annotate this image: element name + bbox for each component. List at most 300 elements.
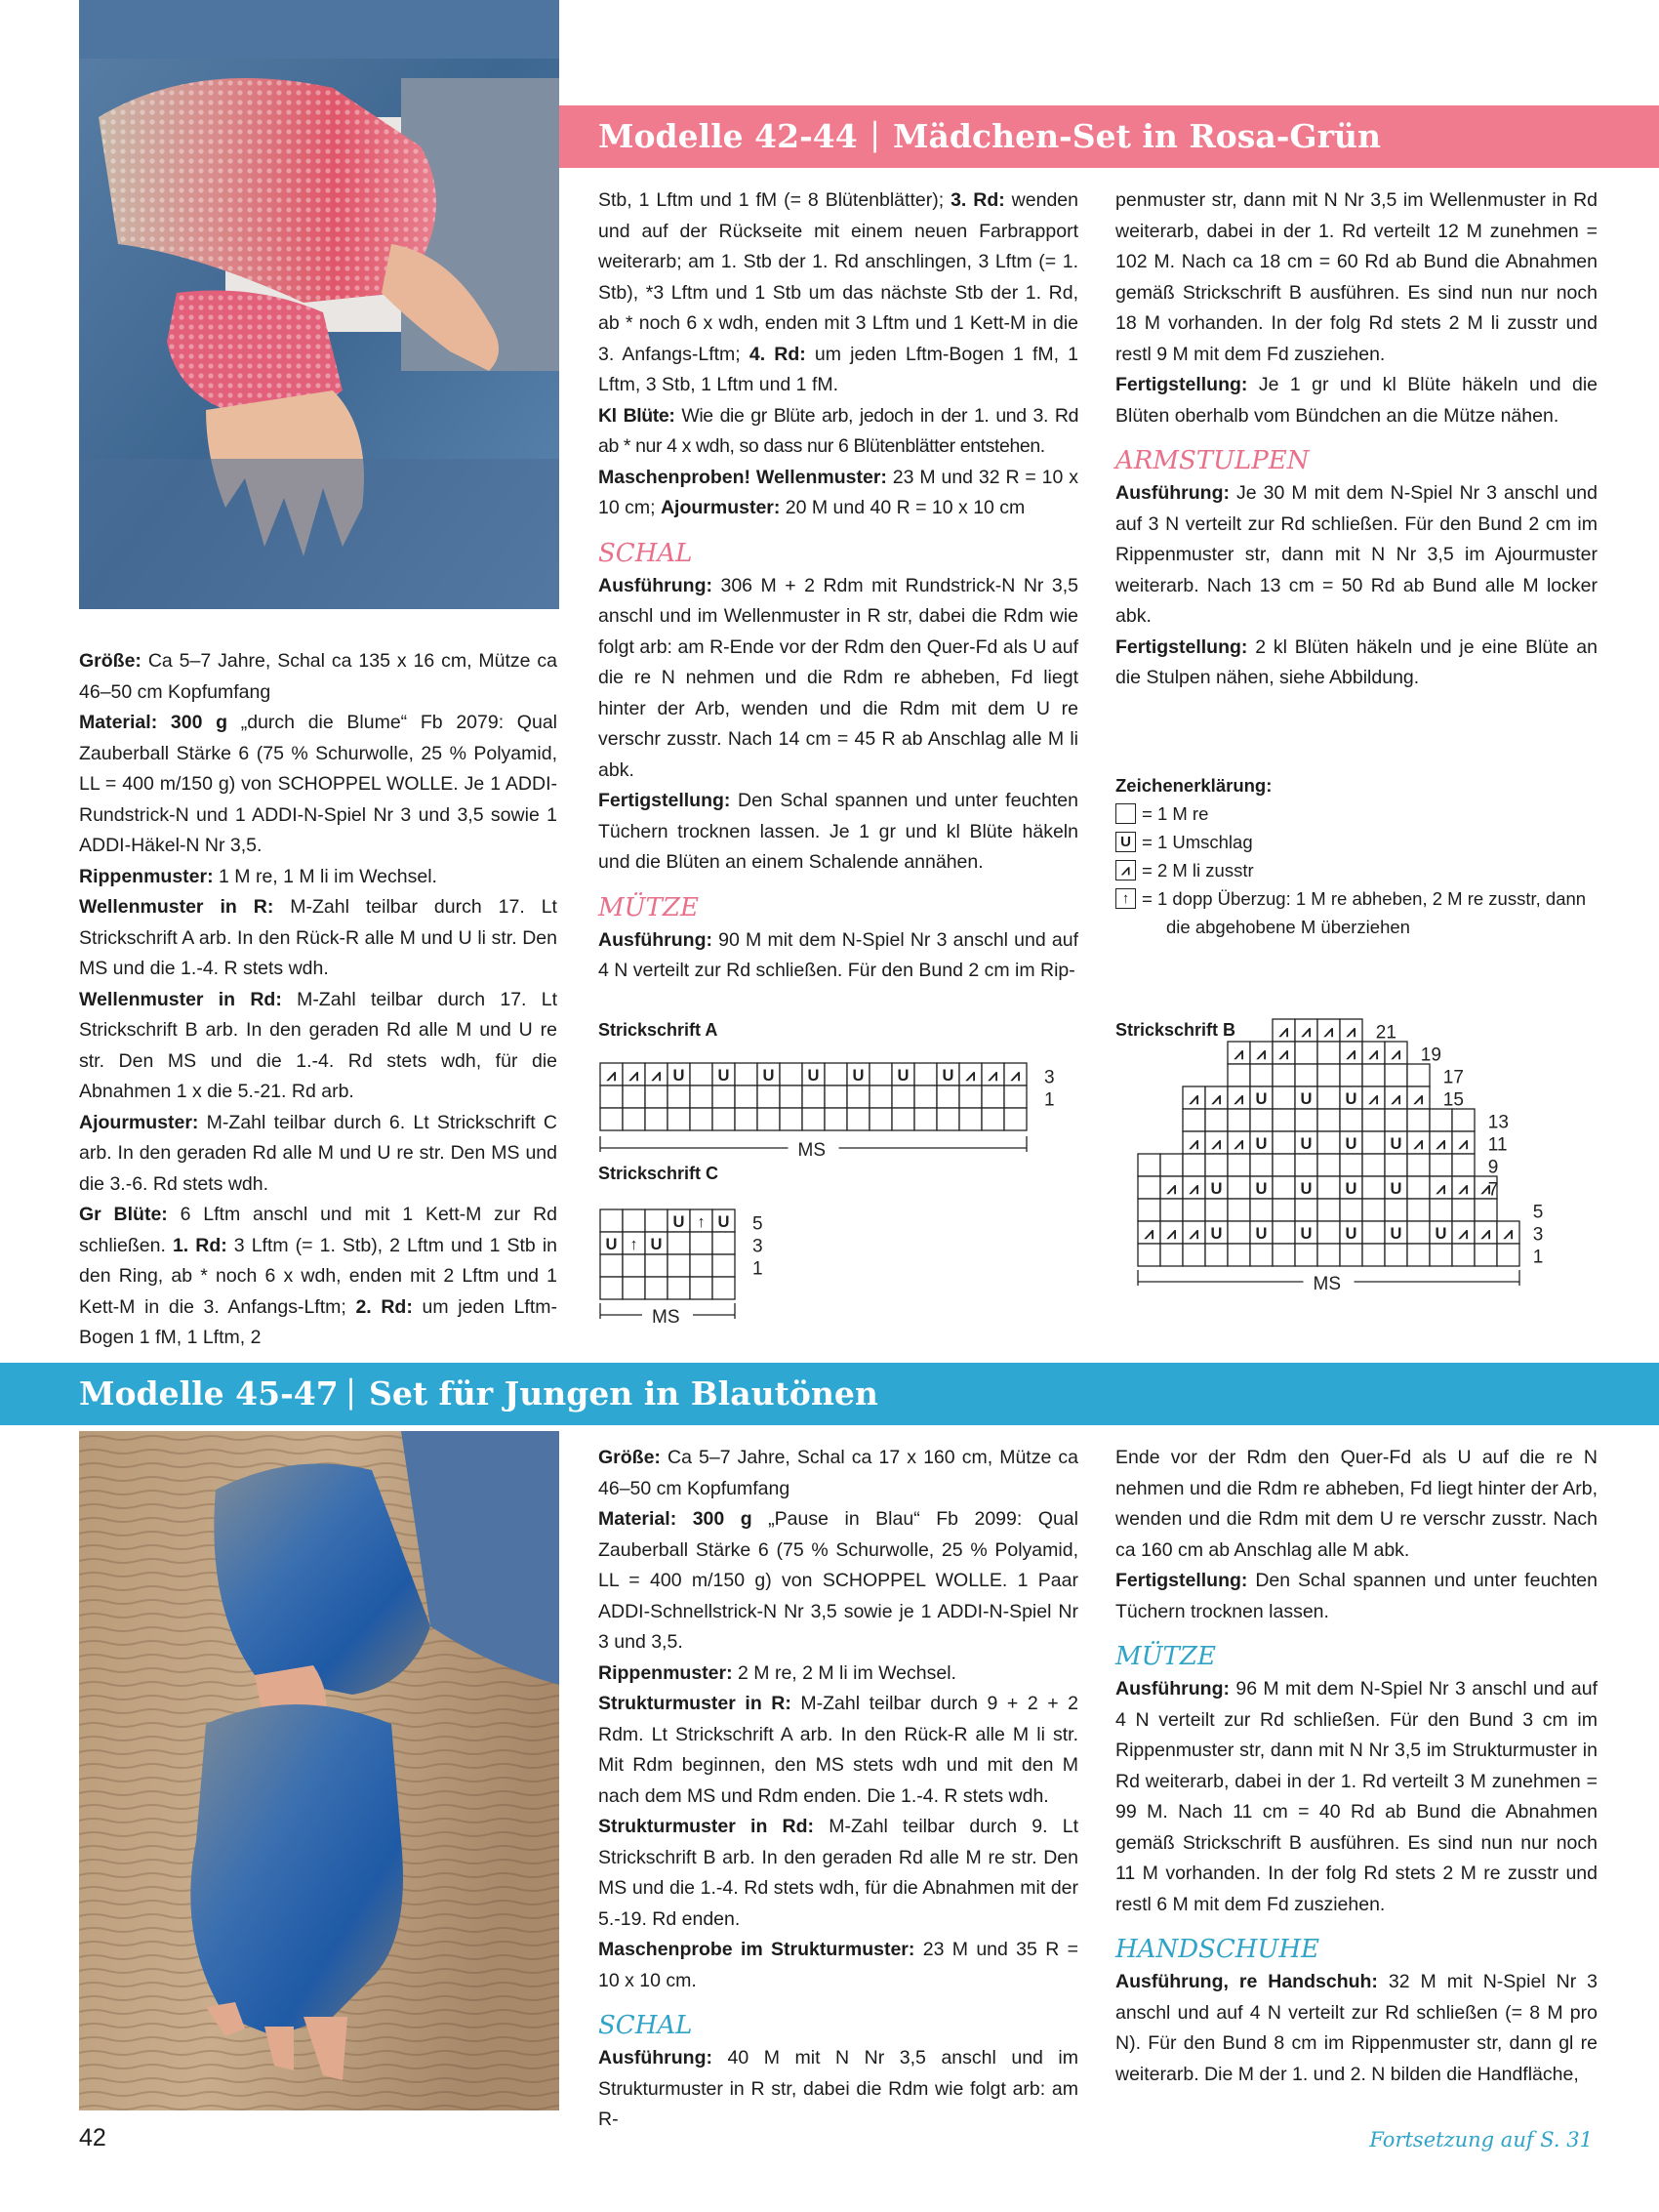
chart-b-cell bbox=[1385, 1199, 1407, 1221]
chart-b-cell bbox=[1205, 1154, 1228, 1176]
set1-schal-finish-label: Fertigstellung: bbox=[598, 790, 731, 811]
chart-a-cell bbox=[825, 1063, 847, 1086]
chart-b-cell bbox=[1407, 1154, 1430, 1176]
chart-b-cell-symbol: ⩘ bbox=[1458, 1178, 1469, 1198]
chart-b-cell bbox=[1317, 1086, 1340, 1109]
chart-b-cell bbox=[1362, 1131, 1385, 1154]
set1-flower-rd2-text: um jeden Lftm-Bogen 1 fM, 1 Lftm, 2 bbox=[79, 1295, 557, 1348]
legend-knit-symbol bbox=[1115, 803, 1136, 824]
chart-b-cell-symbol: ⩘ bbox=[1234, 1044, 1244, 1063]
chart-a-cell bbox=[780, 1063, 802, 1086]
chart-a bbox=[586, 1049, 1055, 1167]
chart-a-cell-symbol: U bbox=[852, 1065, 865, 1085]
set1-flower-text: 6 Lftm anschl und mit 1 Kett-M zur Rd schließen. bbox=[79, 1204, 557, 1256]
chart-b-cell bbox=[1362, 1244, 1385, 1266]
chart-b-cell bbox=[1228, 1064, 1250, 1086]
chart-b-row-label: 9 bbox=[1487, 1157, 1499, 1178]
chart-c-cell bbox=[690, 1232, 712, 1254]
chart-a-cell bbox=[914, 1063, 937, 1086]
set2-schal-cont-text: Ende vor der Rdm den Quer-Fd als U auf die re N nehmen und die Rdm re abheben, Fd liegt hinter der Arb, wenden und die Rdm mit dem U re verschr zusstr. Nach ca 160 cm ab Anschlag alle M abk. bbox=[1115, 1447, 1598, 1561]
chart-b-cell bbox=[1228, 1154, 1250, 1176]
chart-b-cell bbox=[1317, 1131, 1340, 1154]
chart-b-cell bbox=[1452, 1244, 1475, 1266]
chart-b-cell bbox=[1362, 1109, 1385, 1131]
chart-c-ms-label: MS bbox=[652, 1307, 680, 1328]
legend-double-decrease-text: = 1 dopp Überzug: 1 M re abheben, 2 M re zusstr, dann bbox=[1142, 888, 1587, 909]
chart-b-cell bbox=[1205, 1109, 1228, 1131]
chart-a-cell bbox=[757, 1086, 780, 1108]
chart-a-cell bbox=[645, 1086, 668, 1108]
legend-item-k2tog bbox=[1115, 856, 1623, 884]
chart-a-cell bbox=[645, 1108, 668, 1130]
chart-b-cell bbox=[1452, 1109, 1475, 1131]
set1-flower-cont-text: Stb, 1 Lftm und 1 fM (= 8 Blütenblätter); bbox=[598, 189, 951, 211]
chart-b-cell-symbol: ⩘ bbox=[1480, 1178, 1491, 1198]
chart-a-cell bbox=[757, 1108, 780, 1130]
chart-c-cell bbox=[712, 1254, 735, 1277]
chart-b-cell-symbol: ⩘ bbox=[1234, 1088, 1244, 1108]
legend-yarnover-symbol: U bbox=[1115, 832, 1136, 852]
chart-b-cell bbox=[1273, 1176, 1295, 1199]
chart-b-cell bbox=[1430, 1109, 1452, 1131]
chart-a-title: Strickschrift A bbox=[598, 1020, 718, 1040]
set1-column-3 bbox=[1115, 185, 1598, 694]
set2-schal-execution-text: 40 M mit N Nr 3,5 anschl und im Strukturmuster in R str, dabei die Rdm wie folgt arb: am R- bbox=[598, 2047, 1078, 2130]
set1-material-text: „durch die Blume“ Fb 2079: Qual Zauberball Stärke 6 (75 % Schurwolle, 25 % Polyamid, LL = 400 m/150 g) von SCHOPPEL WOLLE. Je 1 ADDI-Rundstrick-N und 1 ADDI-N-Spiel Nr 3 und 3,5 sowie 1 ADDI-Häkel-N Nr 3,5. bbox=[79, 712, 557, 856]
set2-muetze-heading: MÜTZE bbox=[1115, 1642, 1216, 1671]
chart-a-row-label: 1 bbox=[1044, 1089, 1055, 1111]
set1-arm-heading: ARMSTULPEN bbox=[1115, 446, 1310, 475]
chart-a-cell bbox=[870, 1086, 892, 1108]
chart-a-cell bbox=[870, 1108, 892, 1130]
set1-gauge-ajour-text: 20 M und 40 R = 10 x 10 cm bbox=[780, 497, 1026, 518]
chart-b-cell bbox=[1138, 1154, 1160, 1176]
chart-c-row-label: 3 bbox=[752, 1236, 763, 1257]
chart-b-cell-symbol: U bbox=[1255, 1088, 1268, 1108]
legend-k2tog-symbol: ⩘ bbox=[1115, 860, 1136, 881]
chart-b-cell bbox=[1295, 1042, 1317, 1064]
banner-set2 bbox=[0, 1363, 1659, 1425]
chart-a-cell bbox=[959, 1086, 982, 1108]
set1-muetze-finish-label: Fertigstellung: bbox=[1115, 374, 1248, 395]
chart-a-cell bbox=[892, 1108, 914, 1130]
set1-wave-rd-text: M-Zahl teilbar durch 17. Lt Strickschrift B arb. In den geraden Rd alle M und U re str. Den MS und die 1.-4. Rd stets wdh, für die Abnahmen 1 x die 5.-21. Rd arb. bbox=[79, 988, 557, 1102]
chart-c-cell-symbol: ↑ bbox=[697, 1211, 706, 1231]
chart-b-cell-symbol: U bbox=[1255, 1223, 1268, 1243]
set2-structure-r-text: M-Zahl teilbar durch 9 + 2 + 2 Rdm. Lt Strickschrift A arb. In den Rück-R alle M li str. Mit Rdm beginnen, den MS stets wdh und mit den M nach dem MS und Rdm enden. Die 1.-4. R stets wdh. bbox=[598, 1693, 1078, 1807]
chart-c-cell bbox=[645, 1277, 668, 1299]
chart-b-cell bbox=[1228, 1176, 1250, 1199]
chart-c-cell-symbol: ↑ bbox=[629, 1234, 638, 1253]
chart-b-cell bbox=[1385, 1109, 1407, 1131]
set1-wave-r-label: Wellenmuster in R: bbox=[79, 896, 274, 918]
chart-b-cell bbox=[1295, 1154, 1317, 1176]
set2-structure-rd-label: Strukturmuster in Rd: bbox=[598, 1816, 815, 1837]
chart-b-cell bbox=[1430, 1154, 1452, 1176]
chart-b-cell-symbol: ⩘ bbox=[1189, 1088, 1199, 1108]
chart-b-row-label: 13 bbox=[1487, 1112, 1509, 1133]
chart-a-cell-symbol: U bbox=[897, 1065, 910, 1085]
chart-a-cell bbox=[780, 1086, 802, 1108]
legend-double-decrease-cont: die abgehobene M überziehen bbox=[1166, 917, 1410, 937]
chart-b-cell bbox=[1138, 1176, 1160, 1199]
chart-b-cell bbox=[1228, 1109, 1250, 1131]
chart-b-cell bbox=[1295, 1064, 1317, 1086]
chart-b-cell-symbol: ⩘ bbox=[1166, 1223, 1177, 1243]
chart-b-cell bbox=[1407, 1109, 1430, 1131]
chart-b-cell bbox=[1183, 1154, 1205, 1176]
set1-rib-text: 1 M re, 1 M li im Wechsel. bbox=[213, 865, 437, 887]
chart-a-cell bbox=[959, 1108, 982, 1130]
set1-small-flower-label: Kl Blüte: bbox=[598, 404, 675, 427]
chart-b-cell-symbol: ⩘ bbox=[1391, 1044, 1401, 1063]
chart-b-cell bbox=[1273, 1064, 1295, 1086]
chart-b-cell-symbol: ⩘ bbox=[1234, 1133, 1244, 1153]
chart-b-cell-symbol: ⩘ bbox=[1413, 1133, 1424, 1153]
chart-b-cell bbox=[1205, 1244, 1228, 1266]
chart-b-cell bbox=[1183, 1244, 1205, 1266]
chart-b-cell bbox=[1317, 1199, 1340, 1221]
banner-set1 bbox=[559, 105, 1659, 168]
chart-b-cell-symbol: ⩘ bbox=[1323, 1021, 1334, 1041]
chart-b-cell bbox=[1407, 1221, 1430, 1244]
chart-b-cell bbox=[1295, 1199, 1317, 1221]
chart-b-cell bbox=[1250, 1064, 1273, 1086]
chart-b-cell bbox=[1340, 1064, 1362, 1086]
set2-rib-label: Rippenmuster: bbox=[598, 1661, 733, 1684]
set2-material-text: „Pause in Blau“ Fb 2099: Qual Zauberball Stärke 6 (75 % Schurwolle, 25 % Polyamid, LL = 400 m/150 g) von SCHOPPEL WOLLE. 1 Paar ADDI-Schnellstrick-N Nr 3,5 sowie je 1 ADDI-N-Spiel Nr 3 und 3,5. bbox=[598, 1508, 1078, 1653]
set1-ajour-label: Ajourmuster: bbox=[79, 1111, 199, 1133]
chart-b-cell-symbol: U bbox=[1390, 1223, 1402, 1243]
chart-a-cell bbox=[937, 1086, 959, 1108]
set2-hand-execution-text: 32 M mit N-Spiel Nr 3 anschl und auf 4 N verteilt zur Rd schließen (= 8 M pro N). Für den Bund 8 cm im Rippenmuster str, dann gl re weiterarb. Die M der 1. und 2. N bilden die Handfläche, bbox=[1115, 1971, 1598, 2085]
chart-b-cell-symbol: U bbox=[1255, 1178, 1268, 1198]
chart-a-cell bbox=[735, 1108, 757, 1130]
chart-b-cell-symbol: U bbox=[1345, 1178, 1357, 1198]
chart-b-cell-symbol: ⩘ bbox=[1368, 1088, 1379, 1108]
chart-b-cell-symbol: ⩘ bbox=[1189, 1223, 1199, 1243]
chart-b-cell-symbol: ⩘ bbox=[1144, 1223, 1154, 1243]
chart-b-cell-symbol: U bbox=[1255, 1133, 1268, 1153]
chart-b-row-label: 1 bbox=[1532, 1247, 1544, 1268]
chart-b bbox=[1132, 1005, 1561, 1328]
chart-b-cell bbox=[1160, 1154, 1183, 1176]
chart-a-cell bbox=[735, 1063, 757, 1086]
chart-c-row-label: 1 bbox=[752, 1258, 763, 1280]
chart-b-cell bbox=[1317, 1221, 1340, 1244]
chart-a-cell bbox=[668, 1086, 690, 1108]
chart-a-cell bbox=[825, 1086, 847, 1108]
chart-b-cell-symbol: ⩘ bbox=[1368, 1044, 1379, 1063]
set1-ajour-text: M-Zahl teilbar durch 6. Lt Strickschrift C arb. In den geraden Rd alle M und U re str. Den MS und die 3.-6. Rd stets wdh. bbox=[79, 1111, 557, 1195]
set2-column-2 bbox=[598, 1443, 1078, 2136]
chart-c-cell-symbol: U bbox=[650, 1234, 663, 1253]
set1-flower-rd1-label: 1. Rd: bbox=[172, 1234, 227, 1256]
set2-column-3 bbox=[1115, 1443, 1598, 2090]
chart-c-cell bbox=[623, 1254, 645, 1277]
set2-muetze-execution-text: 96 M mit dem N-Spiel Nr 3 anschl und auf 4 N verteilt zur Rd schließen. Für den Bund 3 cm im Rippenmuster str, dann mit N Nr 3,5 im Strukturmuster in Rd weiterarb, dabei in der 1. Rd verteilt 3 M zunehmen = 99 M. Nach 11 cm = 40 Rd ab Bund die Abnahmen gemäß Strickschrift B ausführen. Es sind nun nur noch 11 M vorhanden. In der folg Rd stets 2 M re zusstr und restl 6 M mit dem Fd zusziehen. bbox=[1115, 1678, 1598, 1915]
chart-b-cell bbox=[1295, 1109, 1317, 1131]
chart-b-row-label: 19 bbox=[1420, 1045, 1441, 1066]
set2-schal-heading: SCHAL bbox=[598, 2011, 693, 2040]
chart-b-cell-symbol: ⩘ bbox=[1278, 1021, 1289, 1041]
chart-c-cell bbox=[690, 1277, 712, 1299]
chart-a-cell bbox=[937, 1108, 959, 1130]
chart-b-row-label: 7 bbox=[1487, 1179, 1499, 1201]
set1-arm-execution-text: Je 30 M mit dem N-Spiel Nr 3 anschl und auf 3 N verteilt zur Rd schließen. Für den Bund 2 cm im Rippenmuster str, dann mit N Nr 3,5 im Ajourmuster weiterarb. Nach 13 cm = 50 Rd ab Bund alle M locker abk. bbox=[1115, 482, 1598, 627]
chart-b-cell-symbol: U bbox=[1210, 1178, 1223, 1198]
chart-b-cell-symbol: ⩘ bbox=[1211, 1088, 1222, 1108]
chart-c-cell bbox=[623, 1277, 645, 1299]
set2-schal-execution-label: Ausführung: bbox=[598, 2047, 712, 2069]
chart-b-cell bbox=[1430, 1244, 1452, 1266]
chart-b-cell-symbol: ⩘ bbox=[1346, 1021, 1356, 1041]
photo-blue-gloves bbox=[79, 1431, 559, 2110]
chart-a-cell bbox=[825, 1108, 847, 1130]
set1-muetze-heading: MÜTZE bbox=[598, 892, 699, 922]
chart-b-ms-label: MS bbox=[1313, 1274, 1341, 1294]
chart-a-cell bbox=[690, 1086, 712, 1108]
chart-c-cell bbox=[668, 1277, 690, 1299]
chart-b-cell bbox=[1273, 1131, 1295, 1154]
chart-b-cell bbox=[1452, 1154, 1475, 1176]
banner-set1-right: Mädchen-Set in Rosa-Grün bbox=[893, 117, 1381, 155]
chart-b-row-label: 3 bbox=[1532, 1224, 1544, 1246]
chart-legend bbox=[1115, 771, 1623, 941]
chart-a-cell bbox=[623, 1108, 645, 1130]
chart-a-cell-symbol: ⩘ bbox=[988, 1065, 998, 1085]
chart-b-cell-symbol: ⩘ bbox=[1436, 1178, 1446, 1198]
set1-flower-rd1-text: 3 Lftm (= 1. Stb), 2 Lftm und 1 Stb in den Ring, ab * noch 6 x wdh, enden mit 2 Lftm und 1 Kett-M in die 3. Anfangs-Lftm; bbox=[79, 1234, 558, 1318]
chart-b-cell bbox=[1362, 1221, 1385, 1244]
chart-a-cell bbox=[600, 1086, 623, 1108]
chart-b-cell bbox=[1430, 1199, 1452, 1221]
legend-item-double-decrease bbox=[1115, 884, 1623, 913]
chart-b-cell bbox=[1385, 1064, 1407, 1086]
chart-b-cell-symbol: ⩘ bbox=[1301, 1021, 1312, 1041]
set1-schal-finish-text: Den Schal spannen und unter feuchten Tüchern trocknen lassen. Je 1 gr und kl Blüte häkeln und die Blüten an einem Schalende annähen. bbox=[598, 790, 1078, 873]
chart-b-cell bbox=[1340, 1154, 1362, 1176]
chart-b-cell bbox=[1407, 1244, 1430, 1266]
chart-b-cell-symbol: ⩘ bbox=[1189, 1133, 1199, 1153]
photo-blue-illustration bbox=[79, 1431, 559, 2110]
chart-a-cell bbox=[802, 1108, 825, 1130]
chart-b-cell-symbol: ⩘ bbox=[1458, 1223, 1469, 1243]
chart-b-cell bbox=[1407, 1064, 1430, 1086]
chart-b-cell bbox=[1273, 1221, 1295, 1244]
chart-c-cell bbox=[712, 1232, 735, 1254]
page-number: 42 bbox=[79, 2124, 106, 2151]
set1-arm-finish-label: Fertigstellung: bbox=[1115, 635, 1248, 658]
chart-b-cell bbox=[1273, 1154, 1295, 1176]
chart-b-cell-symbol: U bbox=[1435, 1223, 1447, 1243]
chart-a-cell bbox=[690, 1063, 712, 1086]
chart-c-cell-symbol: U bbox=[605, 1234, 618, 1253]
chart-b-cell bbox=[1273, 1086, 1295, 1109]
chart-b-cell-symbol: U bbox=[1345, 1223, 1357, 1243]
chart-b-cell-symbol: U bbox=[1300, 1133, 1313, 1153]
set1-flower-rd3-label: 3. Rd: bbox=[951, 189, 1005, 211]
chart-b-cell bbox=[1250, 1154, 1273, 1176]
set2-gauge-label: Maschenprobe im Strukturmuster: bbox=[598, 1939, 915, 1960]
chart-a-cell bbox=[982, 1086, 1004, 1108]
chart-b-cell-symbol: U bbox=[1390, 1133, 1402, 1153]
photo-pink-illustration bbox=[79, 0, 559, 609]
chart-c-cell bbox=[600, 1277, 623, 1299]
chart-b-cell bbox=[1362, 1176, 1385, 1199]
banner-set1-left: Modelle 42-44 bbox=[598, 117, 858, 155]
chart-b-cell bbox=[1317, 1154, 1340, 1176]
set1-flower-rd3-text: wenden und auf der Rückseite mit einem neuen Farbrapport weiterarb; am 1. Stb der 1. Rd anschlingen, 3 Lftm (= 1. Stb), *3 Lftm und 1 Stb um das nächste Stb der 1. Rd, ab * noch 6 x wdh, enden mit 3 Lftm und 1 Kett-M in die 3. Anfangs-Lftm; bbox=[598, 189, 1078, 365]
chart-a-cell-symbol: U bbox=[762, 1065, 775, 1085]
chart-b-cell-symbol: ⩘ bbox=[1503, 1223, 1514, 1243]
chart-b-cell-symbol: ⩘ bbox=[1346, 1044, 1356, 1063]
chart-b-cell bbox=[1250, 1109, 1273, 1131]
set1-wave-r-text: M-Zahl teilbar durch 17. Lt Strickschrift A arb. In den Rück-R alle M und U li str. Den MS und die 1.-4. R stets wdh. bbox=[79, 896, 557, 979]
chart-a-cell-symbol: ⩘ bbox=[1010, 1065, 1021, 1085]
chart-a-cell bbox=[668, 1108, 690, 1130]
chart-b-cell bbox=[1362, 1064, 1385, 1086]
set2-size-text: Ca 5–7 Jahre, Schal ca 17 x 160 cm, Mütze ca 46–50 cm Kopfumfang bbox=[598, 1447, 1078, 1499]
chart-c-cell bbox=[645, 1254, 668, 1277]
chart-b-cell bbox=[1407, 1176, 1430, 1199]
chart-b-cell bbox=[1362, 1154, 1385, 1176]
chart-b-row-label: 21 bbox=[1375, 1022, 1396, 1044]
chart-a-ms-label: MS bbox=[797, 1140, 826, 1161]
banner-set2-left: Modelle 45-47 bbox=[79, 1374, 339, 1413]
chart-c bbox=[586, 1196, 800, 1328]
set2-gauge-text: 23 M und 35 R = 10 x 10 cm. bbox=[598, 1939, 1078, 1991]
chart-a-cell bbox=[623, 1086, 645, 1108]
chart-b-cell bbox=[1205, 1199, 1228, 1221]
chart-c-cell bbox=[600, 1254, 623, 1277]
chart-b-cell bbox=[1475, 1244, 1497, 1266]
chart-b-cell bbox=[1385, 1154, 1407, 1176]
legend-yarnover-text: = 1 Umschlag bbox=[1142, 832, 1253, 852]
chart-c-row-label: 5 bbox=[752, 1213, 763, 1235]
chart-c-cell bbox=[645, 1209, 668, 1232]
chart-a-cell-symbol: ⩘ bbox=[606, 1065, 617, 1085]
chart-b-cell bbox=[1250, 1244, 1273, 1266]
set1-flower-rd4-label: 4. Rd: bbox=[749, 343, 806, 365]
chart-a-row-label: 3 bbox=[1044, 1067, 1055, 1088]
photo-pink-wrist-warmers bbox=[79, 0, 559, 609]
chart-b-cell-symbol: ⩘ bbox=[1189, 1178, 1199, 1198]
legend-k2tog-text: = 2 M li zusstr bbox=[1142, 860, 1254, 881]
chart-a-cell bbox=[690, 1108, 712, 1130]
chart-b-cell bbox=[1340, 1199, 1362, 1221]
chart-a-cell bbox=[870, 1063, 892, 1086]
banner-set2-divider: | bbox=[345, 1372, 357, 1411]
chart-b-cell-symbol: U bbox=[1300, 1223, 1313, 1243]
chart-b-cell-symbol: ⩘ bbox=[1413, 1088, 1424, 1108]
chart-b-cell bbox=[1340, 1109, 1362, 1131]
set2-hand-heading: HANDSCHUHE bbox=[1115, 1935, 1319, 1964]
set1-size-label: Größe: bbox=[79, 650, 142, 672]
chart-b-cell-symbol: ⩘ bbox=[1256, 1044, 1267, 1063]
chart-b-row-label: 5 bbox=[1532, 1202, 1544, 1223]
chart-a-cell-symbol: U bbox=[672, 1065, 685, 1085]
chart-b-cell bbox=[1340, 1244, 1362, 1266]
chart-b-cell-symbol: ⩘ bbox=[1480, 1223, 1491, 1243]
chart-b-cell bbox=[1273, 1244, 1295, 1266]
chart-a-cell-symbol: ⩘ bbox=[651, 1065, 662, 1085]
chart-a-cell-symbol: ⩘ bbox=[628, 1065, 639, 1085]
chart-b-cell-symbol: ⩘ bbox=[1166, 1178, 1177, 1198]
chart-a-cell bbox=[1004, 1108, 1027, 1130]
set1-muetze-execution-text: 90 M mit dem N-Spiel Nr 3 anschl und auf 4 N verteilt zur Rd schließen. Für den Bund 2 cm im Rip- bbox=[598, 928, 1078, 981]
set2-structure-r-label: Strukturmuster in R: bbox=[598, 1693, 791, 1714]
chart-b-cell bbox=[1295, 1244, 1317, 1266]
chart-a-cell bbox=[914, 1108, 937, 1130]
set1-muetze-execution-label: Ausführung: bbox=[598, 928, 712, 951]
chart-a-cell-symbol: U bbox=[942, 1065, 954, 1085]
set1-muetze-finish-text: Je 1 gr und kl Blüte häkeln und die Blüten oberhalb vom Bündchen an die Mütze nähen. bbox=[1115, 374, 1598, 427]
chart-c-cell bbox=[668, 1254, 690, 1277]
chart-b-cell bbox=[1138, 1199, 1160, 1221]
set2-schal-finish-text: Den Schal spannen und unter feuchten Tüchern trocknen lassen. bbox=[1115, 1570, 1598, 1622]
chart-b-cell bbox=[1160, 1244, 1183, 1266]
set1-gauge-ajour-label: Ajourmuster: bbox=[660, 497, 781, 518]
chart-b-row-label: 17 bbox=[1442, 1067, 1464, 1088]
chart-b-cell bbox=[1452, 1199, 1475, 1221]
set1-schal-heading: SCHAL bbox=[598, 538, 693, 568]
chart-a-cell bbox=[892, 1086, 914, 1108]
chart-b-cell bbox=[1475, 1199, 1497, 1221]
chart-a-cell bbox=[802, 1086, 825, 1108]
chart-a-cell-symbol: U bbox=[807, 1065, 820, 1085]
chart-b-cell bbox=[1317, 1064, 1340, 1086]
chart-c-title: Strickschrift C bbox=[598, 1164, 719, 1183]
chart-a-cell bbox=[914, 1086, 937, 1108]
chart-b-cell bbox=[1273, 1109, 1295, 1131]
set1-schal-execution-label: Ausführung: bbox=[598, 574, 712, 596]
chart-b-cell bbox=[1317, 1109, 1340, 1131]
legend-knit-text: = 1 M re bbox=[1142, 803, 1209, 824]
set1-flower-label: Gr Blüte: bbox=[79, 1204, 168, 1225]
chart-b-cell bbox=[1317, 1244, 1340, 1266]
chart-b-cell-symbol: ⩘ bbox=[1391, 1088, 1401, 1108]
set1-wave-rd-label: Wellenmuster in Rd: bbox=[79, 988, 282, 1010]
set1-small-flower-text: Wie die gr Blüte arb, jedoch in der 1. und 3. Rd ab * nur 4 x wdh, so dass nur 6 Blütenblätter entstehen. bbox=[598, 404, 1079, 457]
set2-rib-text: 2 M re, 2 M li im Wechsel. bbox=[732, 1661, 956, 1684]
chart-b-cell bbox=[1250, 1199, 1273, 1221]
chart-b-cell bbox=[1273, 1199, 1295, 1221]
chart-b-cell bbox=[1138, 1244, 1160, 1266]
chart-b-cell bbox=[1497, 1244, 1519, 1266]
set1-column-1 bbox=[79, 646, 557, 1354]
chart-a-cell-symbol: U bbox=[717, 1065, 730, 1085]
chart-a-cell bbox=[600, 1108, 623, 1130]
chart-a-cell bbox=[712, 1086, 735, 1108]
set2-size-label: Größe: bbox=[598, 1447, 661, 1468]
set1-size-text: Ca 5–7 Jahre, Schal ca 135 x 16 cm, Mütze ca 46–50 cm Kopfumfang bbox=[79, 650, 557, 703]
chart-b-row-label: 11 bbox=[1487, 1134, 1508, 1156]
chart-b-cell bbox=[1362, 1199, 1385, 1221]
chart-a-cell bbox=[847, 1108, 870, 1130]
set1-schal-execution-text: 306 M + 2 Rdm mit Rundstrick-N Nr 3,5 anschl und im Wellenmuster in R str, dabei die Rdm wie folgt arb: am R-Ende vor der Rdm den Quer-Fd als U auf die re N nehmen und die Rdm re abheben, Fd liegt hinter der Arb, wenden und die Rdm mit dem U re verschr zusstr. Nach 14 cm = 45 R ab Anschlag alle M li abk. bbox=[598, 574, 1078, 781]
chart-b-cell-symbol: ⩘ bbox=[1278, 1044, 1289, 1063]
set2-material-label: Material: 300 g bbox=[598, 1508, 752, 1530]
chart-b-row-label: 15 bbox=[1442, 1089, 1464, 1111]
chart-b-cell bbox=[1407, 1199, 1430, 1221]
chart-b-cell-symbol: ⩘ bbox=[1458, 1133, 1469, 1153]
set2-hand-execution-label: Ausführung, re Handschuh: bbox=[1115, 1971, 1378, 1992]
set1-flower-rd2-label: 2. Rd: bbox=[355, 1295, 413, 1318]
chart-b-cell-symbol: U bbox=[1300, 1178, 1313, 1198]
chart-b-cell-symbol: U bbox=[1390, 1178, 1402, 1198]
chart-c-cell-symbol: U bbox=[717, 1211, 730, 1231]
